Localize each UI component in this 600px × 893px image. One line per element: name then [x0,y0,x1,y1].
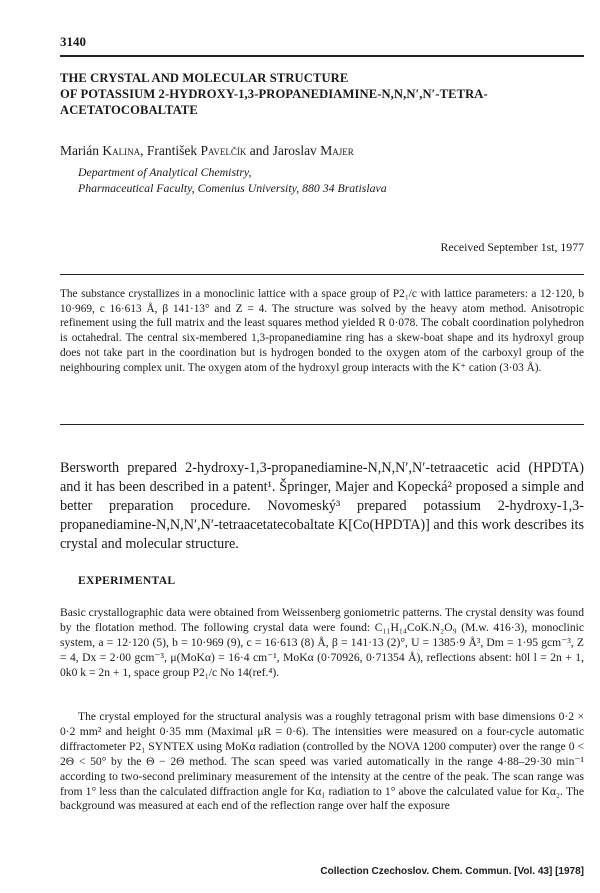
introduction-paragraph: Bersworth prepared 2-hydroxy-1,3-propanediamine-N,N,N′,N′-tetraacetic acid (HPDTA) and it has been described in a patent¹. Špringer, Majer and Kopecká² proposed a simple and better preparation procedure. Novomeský³ prepared potassium 2-hydroxy-1,3-propanediamine-N,N,N′,N′-tetraacetatecobaltate K[Co(HPDTA)] and this work describes its crystal and molecular structure. [60,460,584,552]
author-family-name: Pavelčík [200,143,247,158]
page-number: 3140 [60,34,86,49]
title-line: THE CRYSTAL AND MOLECULAR STRUCTURE [60,71,349,85]
header-rule [60,55,584,57]
author-family-name: Majer [320,143,354,158]
title-line: ACETATOCOBALTATE [60,103,198,117]
abstract-bottom-rule [60,424,584,425]
author-separator: , František [140,143,201,158]
body-paragraph: Basic crystallographic data were obtained from Weissenberg goniometric patterns. The crystal density was found by the flotation method. The following crystal data were found: C₁₁H₁₄CoK.N₂O₉ (M.w. 416·3), monoclinic system, a = 12·120 (5), b = 10·969 (9), c = 16·613 (8) Å, β = 141·13 (2)°, U = 1385·9 Å³, Dm = 1·95 gcm⁻³, Z = 4, Dx = 2·00 gcm⁻³, μ(MoKα) = 16·4 cm⁻¹, MoKα (0·70926, 0·71354 Å), reflections absent: h0l l = 2n + 1, 0k0 k = 2n + 1, space group P2₁/c No 14(ref.⁴). [60,606,584,679]
abstract: The substance crystallizes in a monoclinic lattice with a space group of P2₁/c with lattice parameters: a 12·120, b 10·969, c 16·613 Å, β 141·13° and Z = 4. The structure was solved by the heavy atom method. Anisotropic refinement using the full matrix and the least squares method yielded R 0·078. The cobalt coordination polyhedron is octahedral. The central six-membered 1,3-propanediamine ring has a skew-boat shape and its hydroxyl group does not take part in the coordination but is hydrogen bonded to the oxygen atom of the carboxyl group of the neighbouring complex unit. The oxygen atom of the hydroxyl group interacts with the K⁺ cation (3·03 Å). [60,288,584,374]
affiliation-line: Pharmaceutical Faculty, Comenius University, 880 34 Bratislava [78,181,387,195]
article-title [60,70,584,118]
affiliation [78,164,387,196]
journal-footer: Collection Czechoslov. Chem. Commun. [Vol. 43] [1978] [320,866,584,877]
author-list [60,143,354,159]
affiliation-line: Department of Analytical Chemistry, [78,165,252,179]
author-separator: and Jaroslav [246,143,321,158]
abstract-top-rule [60,274,584,275]
title-line: OF POTASSIUM 2-HYDROXY-1,3-PROPANEDIAMINE-N,N,N′,N′-TETRA- [60,87,488,101]
section-heading: EXPERIMENTAL [78,574,176,587]
author-given-name: Marián [60,143,103,158]
body-paragraph: The crystal employed for the structural analysis was a roughly tetragonal prism with base dimensions 0·2 × 0·2 mm² and height 0·35 mm (Maximal μR = 0·6). The intensities were measured on a four-cycle automatic diffractometer P2₁ SYNTEX using MoKα radiation (controlled by the NOVA 1200 computer) over the range 0 < 2Θ < 50° by the Θ − 2Θ method. The scan speed was varied automatically in the range 4·88–29·30 min⁻¹ according to two-second preliminary measurement of the intensity at the centre of the peak. The scan range was from 1° less than the calculated diffraction angle for Kα₁ radiation to 1° above the calculated value for Kα₂. The background was measured at each end of the reflection range over half the exposure [60,710,584,813]
author-family-name: Kalina [102,143,141,158]
received-date: Received September 1st, 1977 [440,240,584,254]
